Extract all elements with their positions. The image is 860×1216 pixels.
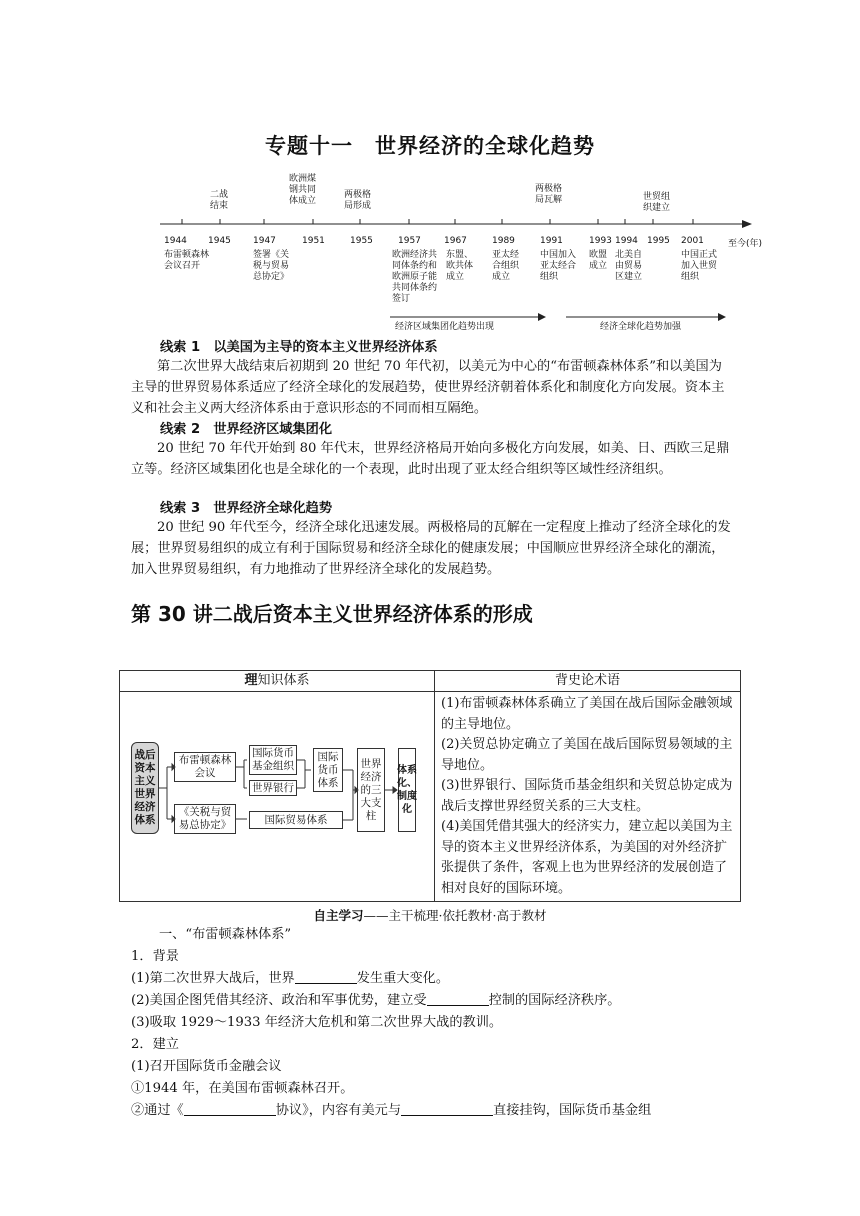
timeline-year: 1991 [540, 236, 563, 246]
timeline-year: 1951 [302, 236, 325, 246]
diagram-result: 体系化、制度化 [398, 748, 416, 832]
timeline-event-below: 布雷顿森林 会议召开 [164, 250, 210, 271]
section-heading: 一、“布雷顿森林体系” [159, 927, 292, 942]
diagram-worldbank: 世界银行 [249, 780, 297, 796]
timeline-event-below: 亚太经 合组织 成立 [492, 250, 520, 282]
study-body [131, 924, 741, 1122]
timeline-year: 1957 [398, 236, 421, 246]
timeline-year: 1967 [444, 236, 467, 246]
timeline-event-below: 北美自 由贸易 区建立 [615, 250, 643, 282]
text-line: (3)吸取 1929～1933 年经济大危机和第二次世界大战的教训。 [131, 1015, 503, 1030]
text-line: (1)召开国际货币金融会议 [131, 1059, 282, 1074]
term-item: (4)美国凭借其强大的经济实力，建立起以美国为主导的资本主义世界经济体系，为美国的对外经济扩张提供了条件，客观上也为世界经济的发展创造了相对良好的国际环境。 [441, 819, 733, 896]
clue-paragraph: 20 世纪 90 年代至今，经济全球化迅速发展。两极格局的瓦解在一定程度上推动了经济全球化的发展；世界贸易组织的成立有利于国际贸易和经济全球化的健康发展；中国顺应世界经济全球化的潮流，加入世界贸易组织，有力地推动了世界经济全球化的发展趋势。 [131, 520, 731, 577]
timeline-year: 1947 [253, 236, 276, 246]
trend-label: 经济全球化趋势加强 [600, 322, 682, 332]
clue-heading: 线索 3 世界经济全球化趋势 [160, 501, 333, 516]
term-item: (2)关贸总协定确立了美国在战后国际贸易领域的主导地位。 [441, 737, 733, 773]
diagram-pillars: 世界经济的三大支柱 [357, 748, 385, 832]
sub-heading: 1．背景 [131, 949, 179, 964]
knowledge-left-head: 理知识体系 [120, 671, 435, 692]
timeline-year: 1993 [589, 236, 612, 246]
term-item: (1)布雷顿森林体系确立了美国在战后国际金融领域的主导地位。 [441, 696, 733, 732]
diagram-imf: 国际货币基金组织 [249, 745, 297, 775]
timeline-event-above: 两极格 局形成 [344, 190, 372, 211]
timeline-year: 1944 [164, 236, 187, 246]
study-heading: 自主学习——主干梳理·依托教材·高于教材 [313, 908, 547, 923]
fill-blank[interactable] [295, 969, 357, 984]
timeline-year: 1945 [208, 236, 231, 246]
text-line: (1)第二次世界大战后，世界 发生重大变化。 [131, 971, 450, 986]
timeline-event-below: 签署《关 税与贸易 总协定》 [253, 250, 290, 282]
text-line: ②通过《 协议》，内容有美元与 直接挂钩，国际货币基金组 [131, 1103, 652, 1118]
timeline-year: 1994 [615, 236, 638, 246]
timeline-event-below: 欧盟 成立 [589, 250, 608, 271]
timeline-event-below: 欧洲经济共 同体条约和 欧洲原子能 共同体条约 签订 [392, 250, 438, 304]
timeline-event-below: 东盟、 欧共体 成立 [446, 250, 474, 282]
timeline-axis [160, 218, 760, 234]
fill-blank[interactable] [427, 991, 489, 1006]
topic-number: 专题十一 [265, 134, 353, 158]
clue-heading: 线索 2 世界经济区域集团化 [160, 422, 333, 437]
lecture-title: 第 30 讲二战后资本主义世界经济体系的形成 [131, 602, 533, 626]
knowledge-right-head: 背史论术语 [435, 671, 741, 692]
timeline-year: 1989 [492, 236, 515, 246]
timeline-year: 1955 [350, 236, 373, 246]
diagram-trade: 国际贸易体系 [249, 811, 343, 829]
diagram-arrows [159, 742, 419, 838]
clue-paragraph: 20 世纪 70 年代开始到 80 年代末，世界经济格局开始向多极化方向发展，如美、日、西欧三足鼎立等。经济区域集团化也是全球化的一个表现，此时出现了亚太经合组织等区域性经济组织。 [131, 441, 730, 477]
fill-blank[interactable] [401, 1101, 493, 1116]
timeline-event-above: 欧洲煤 钢共同 体成立 [289, 174, 317, 206]
timeline-event-above: 两极格 局瓦解 [535, 184, 563, 205]
diagram-monetary: 国际货币体系 [313, 748, 343, 792]
topic-title [0, 130, 860, 160]
timeline-year: 2001 [681, 236, 704, 246]
text-line: ①1944 年，在美国布雷顿森林召开。 [131, 1081, 354, 1096]
timeline-year: 1995 [647, 236, 670, 246]
text-line: (2)美国企图凭借其经济、政治和军事优势，建立受 控制的国际经济秩序。 [131, 993, 621, 1008]
trend-label: 经济区域集团化趋势出现 [395, 322, 495, 332]
timeline-event-above: 二战 结束 [210, 190, 229, 211]
diagram-bretton: 布雷顿森林会议 [174, 752, 236, 782]
diagram-root: 战后资本主义世界经济体系 [131, 742, 159, 834]
timeline-year: 至今(年) [728, 239, 763, 249]
clue-paragraph: 第二次世界大战结束后初期到 20 世纪 70 年代初，以美元为中心的“布雷顿森林体系”和以美国为主导的世界贸易体系适应了经济全球化的发展趋势，使世界经济朝着体系化和制度化方向发展。资本主义和社会主义两大经济体系由于意识形态的不同而相互隔绝。 [131, 359, 725, 416]
diagram-gatt: 《关税与贸易总协定》 [174, 804, 236, 834]
topic-subtitle: 世界经济的全球化趋势 [375, 134, 595, 158]
fill-blank[interactable] [184, 1101, 276, 1116]
clue-heading: 线索 1 以美国为主导的资本主义世界经济体系 [160, 340, 438, 355]
timeline-event-below: 中国正式 加入世贸 组织 [681, 250, 718, 282]
timeline-event-below: 中国加入 亚太经合 组织 [540, 250, 577, 282]
sub-heading: 2．建立 [131, 1037, 179, 1052]
knowledge-terms [435, 692, 741, 902]
timeline-event-above: 世贸组 织建立 [643, 192, 671, 213]
term-item: (3)世界银行、国际货币基金组织和关贸总协定成为战后支撑世界经贸关系的三大支柱。 [441, 778, 733, 814]
